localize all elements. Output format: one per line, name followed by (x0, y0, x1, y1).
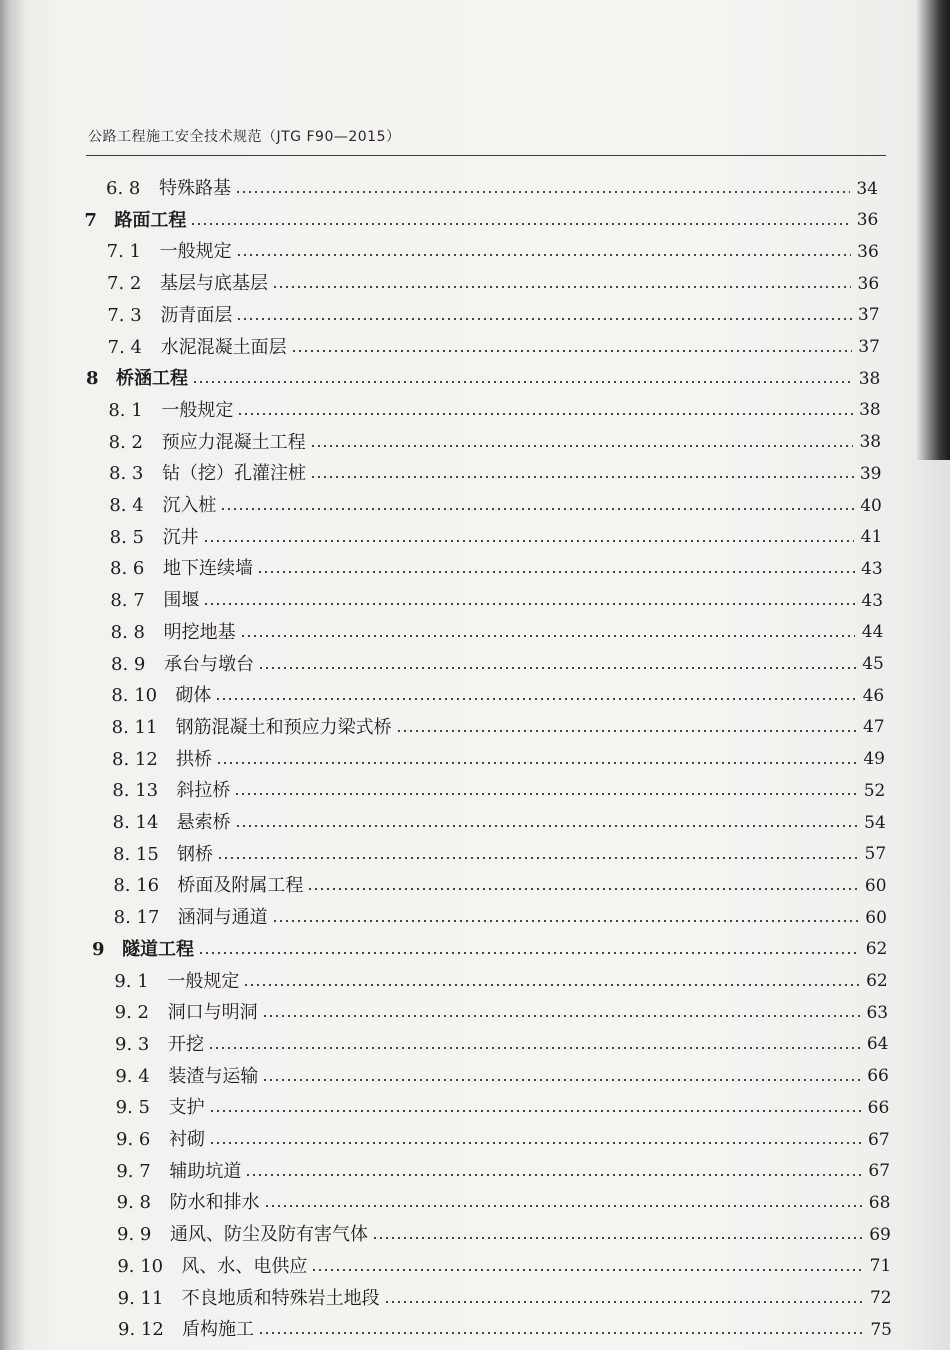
toc-section-entry (110, 554, 883, 584)
toc-title: 钢筋混凝土和预应力梁式桥 (175, 716, 392, 738)
toc-number: 8. 16 (113, 875, 160, 897)
dot-leader (240, 635, 856, 637)
dot-leader (220, 508, 854, 510)
dot-leader (190, 223, 850, 225)
toc-page-number: 49 (863, 749, 885, 770)
toc-page-number: 54 (864, 812, 886, 833)
toc-title: 地下连续墙 (163, 558, 253, 580)
toc-page-number: 38 (858, 368, 881, 389)
toc-section-entry (114, 903, 887, 933)
toc-section-entry (117, 1220, 891, 1250)
toc-title: 一般规定 (161, 399, 234, 421)
toc-title: 通风、防尘及防有害气体 (170, 1224, 368, 1246)
toc-title: 围堰 (163, 590, 200, 612)
toc-number: 8. 7 (110, 590, 145, 612)
toc-title: 桥面及附属工程 (177, 875, 304, 897)
toc-number: 9. 7 (116, 1160, 151, 1182)
dot-leader (258, 667, 856, 669)
toc-number: 9. 5 (115, 1097, 151, 1119)
dot-leader (258, 1332, 864, 1334)
dot-leader (384, 1301, 864, 1303)
toc-title: 砌体 (175, 685, 212, 707)
toc-title: 支护 (168, 1097, 205, 1119)
dot-leader (272, 920, 859, 922)
dot-leader (310, 445, 853, 447)
toc-page-number: 37 (858, 337, 880, 357)
toc-number: 7. 3 (107, 304, 142, 326)
toc-title: 悬索桥 (176, 812, 231, 833)
toc-number: 8. 12 (112, 748, 158, 770)
dot-leader (272, 286, 851, 288)
dot-leader (235, 191, 850, 193)
toc-page-number: 75 (870, 1319, 892, 1340)
toc-number: 9 (92, 938, 105, 960)
toc-page-number: 34 (856, 178, 878, 199)
dot-leader (209, 1142, 862, 1144)
toc-section-entry (117, 1188, 891, 1218)
toc-number: 9. 4 (115, 1065, 150, 1087)
toc-section-entry (108, 333, 880, 363)
toc-section-entry (107, 301, 879, 331)
toc-section-entry (107, 237, 879, 267)
toc-chapter-entry (86, 364, 880, 394)
dot-leader (372, 1237, 863, 1239)
toc-section-entry (112, 745, 885, 775)
dot-leader (257, 571, 855, 573)
dot-leader (310, 476, 854, 478)
toc-page-number: 66 (867, 1097, 890, 1118)
toc-number: 7. 4 (107, 336, 143, 358)
toc-title: 基层与底基层 (160, 273, 268, 295)
running-header: 公路工程施工安全技术规范（JTG F90—2015） (88, 129, 401, 145)
toc-chapter-entry (84, 206, 878, 236)
toc-page-number: 44 (861, 622, 884, 643)
toc-title: 拱桥 (176, 748, 212, 770)
toc-section-entry (118, 1315, 892, 1345)
toc-number: 6. 8 (106, 178, 141, 199)
toc-title: 一般规定 (167, 970, 240, 992)
toc-number: 8. 8 (110, 621, 146, 643)
toc-title: 一般规定 (159, 241, 232, 263)
toc-title: 不良地质和特殊岩土地段 (181, 1287, 380, 1309)
toc-title: 钢桥 (177, 843, 213, 865)
dot-leader (236, 254, 851, 256)
dot-leader (215, 698, 856, 700)
toc-page-number: 36 (856, 210, 879, 231)
dot-leader (396, 730, 857, 732)
dot-leader (243, 984, 859, 986)
toc-page-number: 67 (868, 1129, 890, 1150)
dot-leader (234, 793, 857, 795)
toc-section-entry (115, 1062, 889, 1092)
toc-title: 衬砌 (169, 1129, 205, 1150)
toc-page-number: 38 (859, 400, 881, 421)
toc-title: 水泥混凝土面层 (160, 336, 287, 358)
toc-number: 9. 6 (116, 1129, 151, 1150)
dot-leader (235, 825, 858, 827)
dot-leader (209, 1110, 862, 1112)
toc-page-number: 39 (859, 463, 882, 484)
toc-chapter-entry (92, 935, 887, 965)
toc-page-number: 45 (862, 654, 884, 674)
toc-number: 8. 13 (112, 780, 159, 802)
toc-title: 明挖地基 (163, 621, 236, 643)
toc-section-entry (118, 1284, 892, 1314)
toc-title: 洞口与明洞 (167, 1002, 258, 1024)
toc-number: 8. 3 (109, 463, 144, 485)
toc-section-entry (111, 650, 884, 680)
toc-section-entry (111, 618, 884, 648)
dot-leader (245, 1174, 862, 1176)
toc-number: 9. 9 (117, 1224, 152, 1246)
toc-section-entry (114, 967, 887, 997)
toc-title: 桥涵工程 (116, 368, 188, 390)
dot-leader (203, 540, 855, 542)
toc-title: 盾构施工 (182, 1319, 254, 1341)
toc-page-number: 63 (866, 1002, 889, 1023)
toc-number: 7 (84, 209, 97, 231)
toc-page-number: 62 (865, 939, 888, 960)
toc-title: 隧道工程 (122, 938, 194, 960)
toc-title: 沉井 (162, 526, 199, 548)
toc-section-entry (113, 840, 886, 870)
dot-leader (262, 1079, 861, 1081)
toc-number: 9. 10 (117, 1255, 164, 1277)
dot-leader (203, 603, 855, 605)
toc-number: 8. 9 (111, 653, 146, 675)
toc-number: 7. 2 (107, 273, 142, 295)
toc-page-number: 66 (867, 1066, 889, 1087)
toc-page-number: 43 (861, 558, 883, 579)
toc-title: 沥青面层 (160, 304, 233, 326)
toc-section-entry (116, 1157, 890, 1187)
toc-number: 8 (86, 368, 99, 390)
dot-leader (216, 762, 857, 764)
toc-number: 9. 8 (116, 1192, 152, 1214)
dot-leader (217, 857, 858, 859)
toc-section-entry (116, 1093, 890, 1123)
toc-title: 承台与墩台 (164, 653, 254, 675)
toc-section-entry (116, 1125, 890, 1155)
toc-number: 8. 17 (113, 907, 160, 929)
toc-section-entry (107, 269, 879, 299)
toc-title: 路面工程 (114, 209, 187, 231)
toc-title: 装渣与运输 (168, 1065, 259, 1087)
toc-section-entry (108, 396, 880, 426)
toc-title: 风、水、电供应 (181, 1255, 308, 1277)
dot-leader (291, 350, 852, 352)
toc-section-entry (106, 174, 878, 204)
toc-number: 8. 4 (109, 495, 144, 516)
toc-page-number: 69 (869, 1224, 891, 1245)
toc-section-entry (109, 459, 882, 489)
toc-number: 9. 12 (118, 1319, 164, 1341)
toc-number: 7. 1 (106, 241, 142, 263)
toc-page-number: 41 (860, 527, 883, 548)
toc-number: 8. 5 (109, 526, 145, 548)
toc-number: 9. 1 (114, 970, 149, 992)
toc-page-number: 40 (860, 495, 882, 516)
toc-page-number: 62 (866, 971, 888, 991)
dot-leader (237, 413, 852, 415)
toc-section-entry (111, 681, 884, 711)
toc-number: 8. 6 (110, 558, 145, 580)
toc-page-number: 67 (868, 1161, 891, 1182)
toc-section-entry (113, 808, 886, 838)
toc-section-entry (109, 491, 882, 521)
toc-section-entry (115, 1030, 889, 1060)
toc-number: 8. 14 (112, 812, 159, 833)
toc-number: 8. 11 (111, 716, 158, 738)
toc-page-number: 68 (868, 1192, 891, 1213)
toc-number: 9. 11 (117, 1287, 164, 1309)
toc-page-number: 43 (861, 590, 884, 611)
toc-page-number: 36 (857, 241, 879, 262)
toc-section-entry (115, 998, 888, 1028)
toc-page-number: 71 (869, 1256, 892, 1277)
toc-title: 防水和排水 (169, 1192, 260, 1214)
dot-leader (198, 952, 859, 954)
toc-title: 钻（挖）孔灌注桩 (162, 463, 306, 485)
toc-page-number: 52 (863, 780, 886, 801)
dot-leader (264, 1205, 863, 1207)
toc-section-entry (113, 871, 886, 901)
toc-section-entry (110, 586, 883, 616)
toc-section-entry (109, 428, 881, 458)
toc-number: 8. 2 (108, 431, 144, 453)
toc-page-number: 60 (865, 907, 887, 928)
dot-leader (262, 1015, 860, 1017)
toc-page-number: 64 (866, 1034, 889, 1055)
toc-page-number: 37 (857, 305, 880, 326)
toc-page-number: 72 (869, 1288, 892, 1308)
toc-section-entry (112, 713, 885, 743)
toc-number: 8. 10 (111, 685, 158, 707)
dot-leader (208, 1047, 861, 1049)
dot-leader (307, 888, 858, 890)
toc-page-number: 46 (862, 685, 885, 706)
toc-page-number: 60 (864, 875, 887, 896)
toc-number: 9. 2 (114, 1002, 150, 1024)
toc-number: 8. 15 (113, 843, 159, 865)
toc-page-number: 47 (862, 717, 885, 738)
toc-title: 斜拉桥 (176, 780, 231, 802)
toc-title: 沉入桩 (162, 495, 217, 516)
toc-title: 特殊路基 (159, 178, 231, 199)
dot-leader (192, 381, 852, 383)
toc-section-entry (112, 776, 885, 806)
toc-title: 预应力混凝土工程 (161, 431, 306, 453)
dot-leader (236, 318, 851, 320)
dot-leader (311, 1269, 863, 1271)
toc-page-number: 36 (857, 273, 880, 294)
toc-section-entry (117, 1252, 891, 1282)
toc-title: 开挖 (168, 1033, 204, 1055)
toc-title: 辅助坑道 (169, 1160, 242, 1182)
toc-number: 8. 1 (108, 399, 143, 421)
toc-number: 9. 3 (115, 1033, 150, 1055)
toc-section-entry (110, 523, 883, 553)
toc-page-number: 38 (859, 432, 882, 453)
toc-title: 涵洞与通道 (177, 907, 268, 929)
toc-page-number: 57 (864, 844, 887, 865)
